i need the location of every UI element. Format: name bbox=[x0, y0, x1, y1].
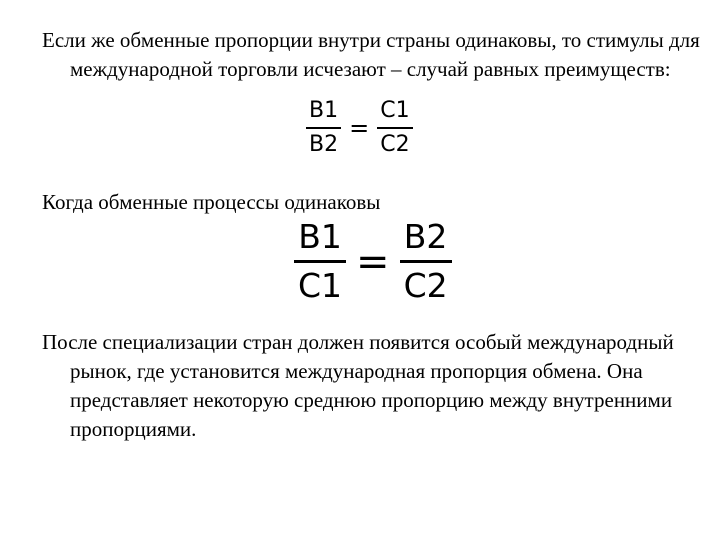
numerator: C1 bbox=[380, 98, 410, 123]
paragraph-equal-processes: Когда обменные процессы одинаковы bbox=[42, 190, 381, 214]
numerator: B1 bbox=[309, 98, 339, 123]
denominator: C2 bbox=[380, 132, 410, 157]
paragraph-equal-advantages: Если же обменные пропорции внутри страны одинаковы, то стимулы для международной торговли исчезают – случай равных преимуществ: bbox=[42, 28, 700, 81]
fraction-left bbox=[294, 218, 346, 305]
denominator: B2 bbox=[309, 132, 339, 157]
numerator: B2 bbox=[403, 217, 448, 256]
denominator: C2 bbox=[403, 266, 448, 305]
denominator: C1 bbox=[298, 266, 343, 305]
formula-equal-advantages bbox=[306, 98, 413, 158]
paragraph-international-market: После специализации стран должен появится особый международный рынок, где установится международная пропорция обмена. Она представляет некоторую среднюю пропорцию между внутренними пропорциями. bbox=[42, 330, 674, 441]
formula-equal-processes bbox=[294, 218, 452, 305]
fraction-right bbox=[400, 218, 452, 305]
fraction-bar bbox=[294, 260, 346, 263]
numerator: B1 bbox=[298, 217, 342, 256]
equals-sign: = bbox=[349, 114, 370, 142]
fraction-bar bbox=[377, 127, 412, 129]
fraction-left bbox=[306, 98, 341, 158]
fraction-bar bbox=[400, 260, 452, 263]
fraction-bar bbox=[306, 127, 341, 129]
fraction-right bbox=[377, 98, 412, 158]
equals-sign: = bbox=[356, 238, 390, 285]
